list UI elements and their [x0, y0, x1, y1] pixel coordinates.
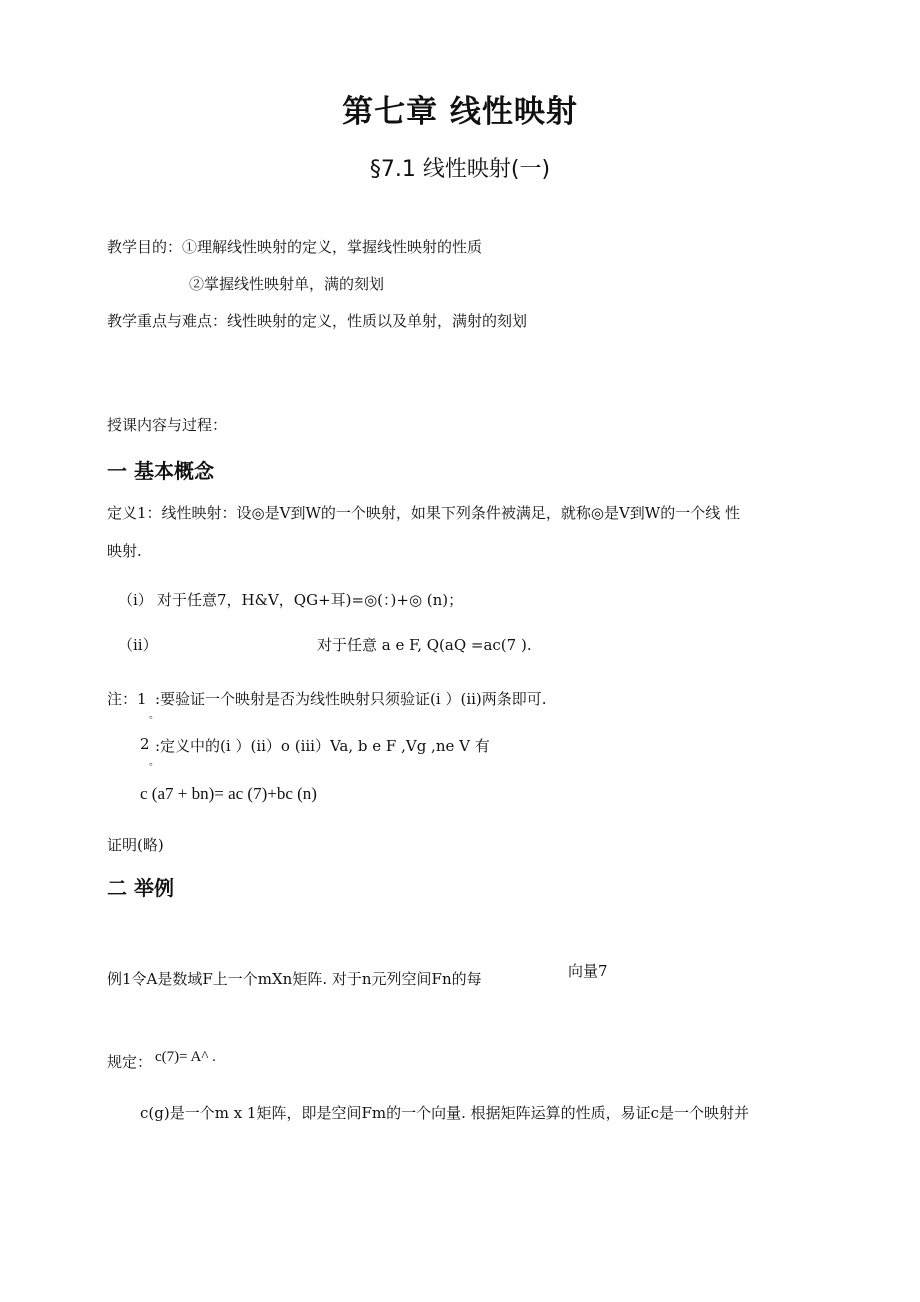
- example-aside: 向量7: [568, 962, 608, 980]
- key-points-line: 教学重点与难点：线性映射的定义，性质以及单射，满射的刻划: [107, 312, 528, 330]
- example-line3: c(g)是一个m x 1矩阵，即是空间Fm的一个向量. 根据矩阵运算的性质，易证c是一个映射并: [140, 1104, 750, 1122]
- condition-i-label: （i）: [118, 591, 153, 609]
- rule-formula: c(7)= A^ .: [155, 1049, 216, 1065]
- chapter-title: 第七章 线性映射: [342, 94, 578, 130]
- note-text-2: :定义中的(i ）(ii）o (iii）Va, b e F ,Vg ,ne V 有: [155, 737, 490, 755]
- definition-line1: 定义1：线性映射：设◎是V到W的一个映射，如果下列条件被满足，就称◎是V到W的一个线 性: [107, 504, 740, 522]
- linear-combination-formula: c (a7 + bn)= ac (7)+bc (n): [140, 784, 317, 803]
- teaching-objective-line1: 教学目的：①理解线性映射的定义，掌握线性映射的性质: [107, 238, 483, 256]
- note-text-1: :要验证一个映射是否为线性映射只须验证(i ）(ii)两条即可.: [155, 690, 547, 708]
- part1-heading: 一 基本概念: [107, 459, 214, 483]
- definition-line2: 映射.: [107, 542, 142, 560]
- note-label: 注：1: [107, 690, 147, 708]
- part2-heading: 二 举例: [107, 876, 174, 900]
- process-label: 授课内容与过程：: [107, 416, 228, 434]
- teaching-objective-line2: ②掌握线性映射单，满的刻划: [189, 275, 385, 293]
- note-ring-1: 。: [149, 710, 159, 721]
- note-number-2: 2: [140, 735, 150, 753]
- condition-i-text: 对于任意7，H&V，QG+耳)=◎(：)+◎ (n)；: [157, 591, 464, 609]
- note-ring-2: 。: [149, 757, 159, 768]
- condition-ii-label: （ii）: [118, 636, 158, 654]
- proof-line: 证明(略): [107, 836, 164, 854]
- section-title: §7.1 线性映射(一): [369, 157, 551, 182]
- example-line1: 例1令A是数域F上一个mXn矩阵. 对于n元列空间Fn的每: [107, 970, 482, 988]
- rule-label: 规定：: [107, 1053, 153, 1071]
- condition-ii-text: 对于任意 a e F, Q(aQ =ac(7 ).: [317, 636, 532, 654]
